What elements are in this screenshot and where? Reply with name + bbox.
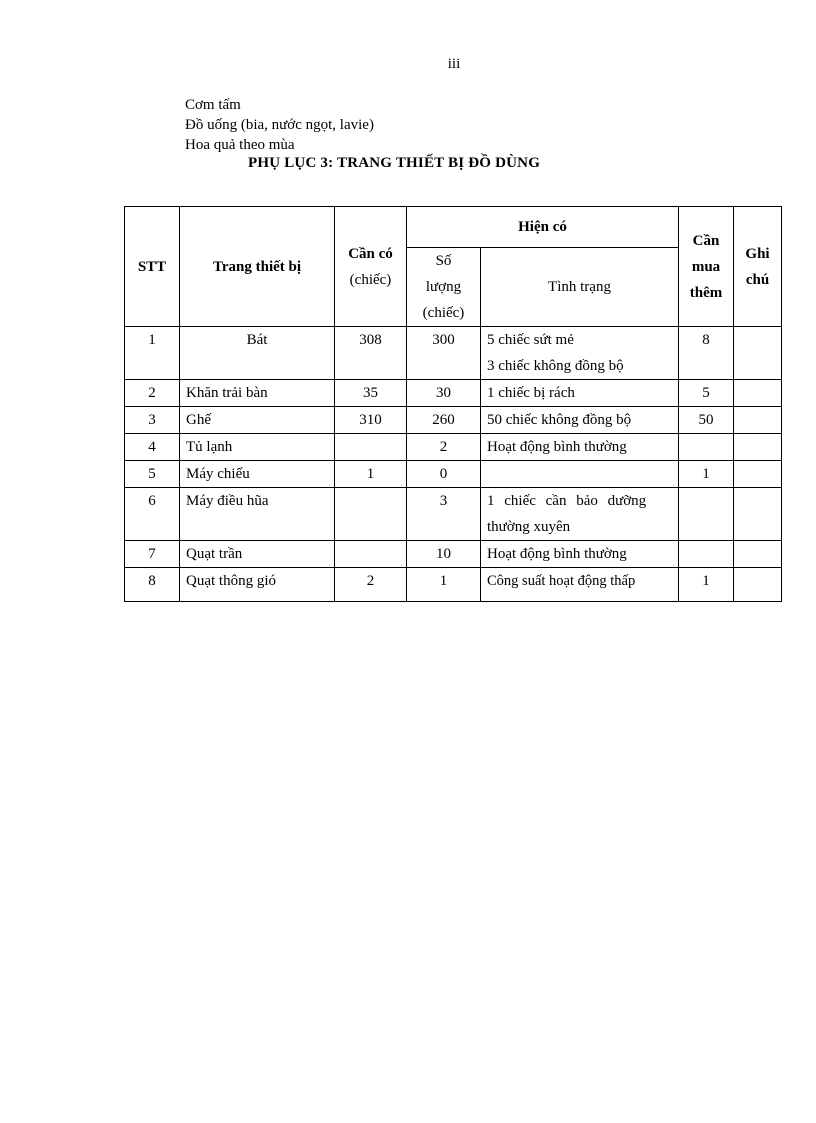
cell-needed: 308 (335, 327, 407, 380)
cell-equipment: Tủ lạnh (180, 434, 335, 461)
cell-condition: Hoạt động bình thường (481, 541, 679, 568)
cell-condition (481, 461, 679, 488)
table-row (125, 541, 782, 568)
cell-stt: 3 (125, 407, 180, 434)
header-stt: STT (125, 207, 180, 327)
header-note-line-1: Ghi (745, 245, 770, 262)
page-number: iii (447, 56, 461, 72)
header-needed-unit: (chiếc) (349, 271, 392, 288)
table-row (125, 380, 782, 407)
cell-stt: 5 (125, 461, 180, 488)
header-quantity-line-1: Số (435, 253, 452, 269)
cell-condition: Công suất hoạt động thấp (481, 568, 679, 602)
cell-quantity: 3 (407, 488, 481, 541)
header-buy-more (679, 207, 734, 327)
cell-condition: 1 chiếc bị rách (481, 380, 679, 407)
table-row (125, 327, 782, 380)
header-note-line-2: chú (745, 271, 770, 288)
cell-buy-more: 8 (679, 327, 734, 380)
cell-needed (335, 488, 407, 541)
cell-needed: 1 (335, 461, 407, 488)
cell-condition-line-2: 3 chiếc không đồng bộ (487, 358, 624, 374)
cell-buy-more: 5 (679, 380, 734, 407)
cell-note (734, 434, 782, 461)
cell-buy-more (679, 434, 734, 461)
cell-buy-more: 1 (679, 568, 734, 602)
cell-condition-line-2: thường xuyên (487, 519, 571, 535)
cell-needed (335, 434, 407, 461)
cell-stt: 8 (125, 568, 180, 602)
cell-equipment: Khăn trải bàn (180, 380, 335, 407)
cell-buy-more: 50 (679, 407, 734, 434)
header-quantity (407, 248, 481, 327)
cell-quantity: 30 (407, 380, 481, 407)
cell-equipment: Quạt trần (180, 541, 335, 568)
cell-condition: Hoạt động bình thường (481, 434, 679, 461)
cell-condition (481, 327, 679, 380)
header-note (734, 207, 782, 327)
cell-buy-more (679, 541, 734, 568)
header-condition: Tình trạng (481, 248, 679, 327)
cell-note (734, 488, 782, 541)
cell-stt: 2 (125, 380, 180, 407)
header-buy-line-3: thêm (689, 284, 723, 301)
cell-condition-line-1: 1 chiếc cần bảo dưỡng (487, 493, 647, 509)
table-row (125, 488, 782, 541)
cell-stt: 7 (125, 541, 180, 568)
cell-stt: 4 (125, 434, 180, 461)
header-needed-label: Cần có (348, 245, 393, 262)
equipment-table (124, 206, 782, 602)
menu-item: Cơm tấm (185, 97, 241, 113)
cell-note (734, 407, 782, 434)
header-needed (335, 207, 407, 327)
cell-needed: 2 (335, 568, 407, 602)
cell-condition-line-1: 5 chiếc sứt mẻ (487, 332, 574, 348)
header-quantity-line-3: (chiếc) (422, 305, 465, 321)
cell-note (734, 541, 782, 568)
cell-equipment: Máy chiếu (180, 461, 335, 488)
header-available: Hiện có (407, 207, 679, 248)
cell-needed: 35 (335, 380, 407, 407)
cell-equipment: Máy điều hũa (180, 488, 335, 541)
cell-quantity: 300 (407, 327, 481, 380)
cell-note (734, 327, 782, 380)
cell-needed (335, 541, 407, 568)
cell-buy-more (679, 488, 734, 541)
cell-stt: 6 (125, 488, 180, 541)
cell-equipment: Quạt thông gió (180, 568, 335, 602)
cell-note (734, 568, 782, 602)
cell-quantity: 260 (407, 407, 481, 434)
cell-condition: 50 chiếc không đồng bộ (481, 407, 679, 434)
header-quantity-line-2: lượng (425, 279, 462, 295)
header-buy-line-1: Cần (692, 232, 720, 249)
cell-quantity: 1 (407, 568, 481, 602)
appendix-title: PHỤ LỤC 3: TRANG THIẾT BỊ ĐỒ DÙNG (248, 155, 541, 171)
header-equipment: Trang thiết bị (180, 207, 335, 327)
cell-equipment: Bát (180, 327, 335, 380)
menu-item: Đồ uống (bia, nước ngọt, lavie) (185, 117, 374, 133)
cell-note (734, 461, 782, 488)
cell-condition (481, 488, 679, 541)
cell-stt: 1 (125, 327, 180, 380)
table-row (125, 461, 782, 488)
cell-quantity: 2 (407, 434, 481, 461)
table-row (125, 434, 782, 461)
cell-buy-more: 1 (679, 461, 734, 488)
table-row (125, 407, 782, 434)
cell-equipment: Ghế (180, 407, 335, 434)
header-buy-line-2: mua (691, 258, 721, 275)
cell-note (734, 380, 782, 407)
table-row (125, 568, 782, 602)
cell-needed: 310 (335, 407, 407, 434)
menu-list (185, 95, 374, 155)
cell-quantity: 10 (407, 541, 481, 568)
cell-quantity: 0 (407, 461, 481, 488)
menu-item: Hoa quả theo mùa (185, 137, 295, 153)
